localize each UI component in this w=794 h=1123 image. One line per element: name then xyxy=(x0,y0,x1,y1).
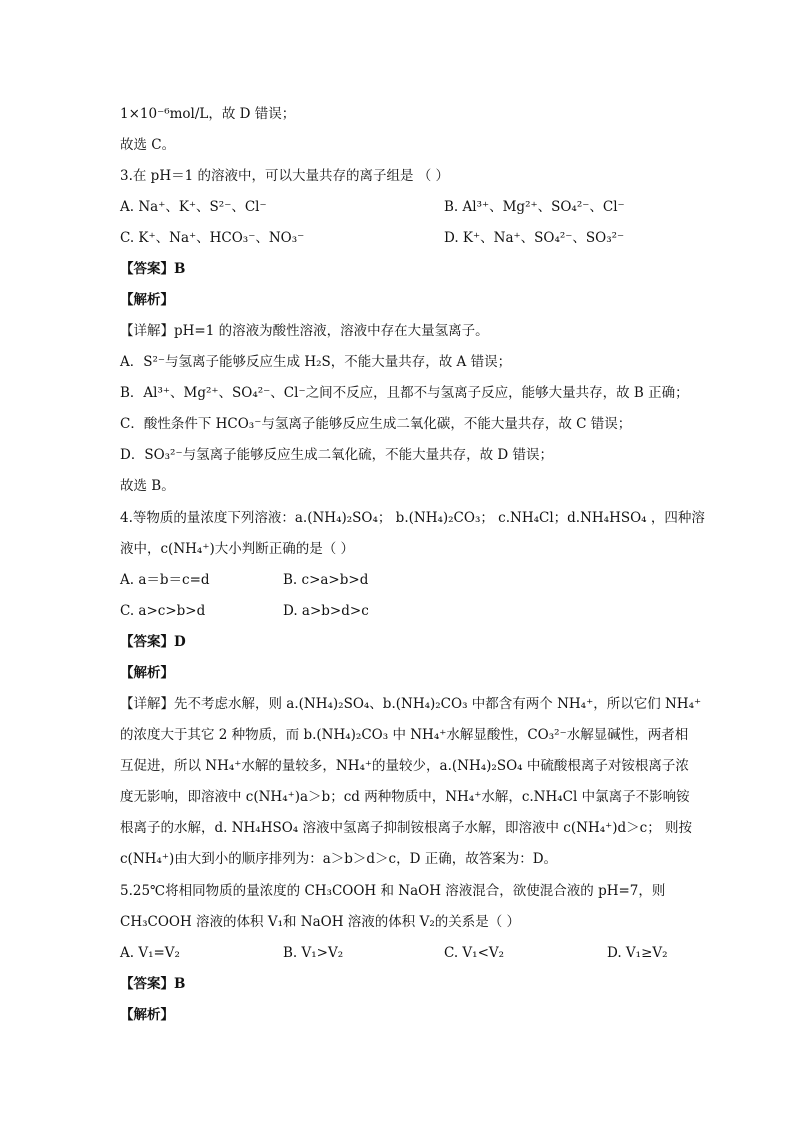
detail-line: D．SO₃²⁻与氢离子能够反应生成二氧化硫，不能大量共存，故 D 错误； xyxy=(120,447,553,463)
question-4-cont: 液中，c(NH₄⁺)大小判断正确的是（ ） xyxy=(120,541,355,557)
answer-label: 【答案】B xyxy=(120,261,186,277)
detail-line: C．酸性条件下 HCO₃⁻与氢离子能够反应生成二氧化碳，不能大量共存，故 C 错误； xyxy=(120,416,632,432)
detail-line: A．S²⁻与氢离子能够反应生成 H₂S，不能大量共存，故 A 错误； xyxy=(120,354,512,370)
q5-option-b: B. V₁>V₂ xyxy=(283,945,344,961)
analysis-label: 【解析】 xyxy=(120,292,174,308)
q4-option-b: B. c>a>b>d xyxy=(283,572,369,588)
detail-line: 根离子的水解，d. NH₄HSO₄ 溶液中氢离子抑制铵根离子水解，即溶液中 c(NH₄⁺)d＞c； 则按 xyxy=(120,820,693,836)
q5-option-d: D. V₁≥V₂ xyxy=(607,945,668,961)
text-line: 故选 B。 xyxy=(120,478,175,494)
question-5-cont: CH₃COOH 溶液的体积 V₁和 NaOH 溶液的体积 V₂的关系是（ ） xyxy=(120,914,521,930)
question-3: 3.在 pH＝1 的溶液中，可以大量共存的离子组是 （ ） xyxy=(120,168,450,184)
q4-option-c: C. a>c>b>d xyxy=(120,603,206,619)
detail-line: c(NH₄⁺)由大到小的顺序排列为：a＞b＞d＞c，D 正确，故答案为：D。 xyxy=(120,851,558,867)
analysis-label: 【解析】 xyxy=(120,1007,174,1023)
detail-line: 互促进，所以 NH₄⁺水解的量较多，NH₄⁺的量较少，a.(NH₄)₂SO₄ 中硫酸根离子对铵根离子浓 xyxy=(120,758,689,774)
answer-label: 【答案】B xyxy=(120,976,186,992)
question-4: 4.等物质的量浓度下列溶液：a.(NH₄)₂SO₄； b.(NH₄)₂CO₃； c.NH₄Cl；d.NH₄HSO₄ ，四种溶 xyxy=(120,510,705,526)
q5-option-a: A. V₁=V₂ xyxy=(120,945,180,961)
q3-option-c: C. K⁺、Na⁺、HCO₃⁻、NO₃⁻ xyxy=(120,230,305,246)
q3-option-b: B. Al³⁺、Mg²⁺、SO₄²⁻、Cl⁻ xyxy=(444,199,625,215)
detail-line: 的浓度大于其它 2 种物质，而 b.(NH₄)₂CO₃ 中 NH₄⁺水解显酸性，CO₃²⁻水解显碱性，两者相 xyxy=(120,727,689,743)
q3-option-a: A. Na⁺、K⁺、S²⁻、Cl⁻ xyxy=(120,199,267,215)
answer-label: 【答案】D xyxy=(120,634,186,650)
analysis-label: 【解析】 xyxy=(120,665,174,681)
q4-option-a: A. a＝b＝c=d xyxy=(120,572,210,588)
detail-line: 【详解】pH=1 的溶液为酸性溶液，溶液中存在大量氢离子。 xyxy=(120,323,489,339)
q5-option-c: C. V₁<V₂ xyxy=(444,945,505,961)
q4-option-d: D. a>b>d>c xyxy=(283,603,369,619)
detail-line: 【详解】先不考虑水解，则 a.(NH₄)₂SO₄、b.(NH₄)₂CO₃ 中都含有两个 NH₄⁺，所以它们 NH₄⁺ xyxy=(120,696,702,712)
text-line: 1×10⁻⁶mol/L，故 D 错误； xyxy=(120,106,296,122)
detail-line: B．Al³⁺、Mg²⁺、SO₄²⁻、Cl⁻之间不反应，且都不与氢离子反应，能够大量共存，故 B 正确； xyxy=(120,385,689,401)
detail-line: 度无影响，即溶液中 c(NH₄⁺)a＞b；cd 两种物质中，NH₄⁺水解，c.NH₄Cl 中氯离子不影响铵 xyxy=(120,789,690,805)
q3-option-d: D. K⁺、Na⁺、SO₄²⁻、SO₃²⁻ xyxy=(444,230,625,246)
text-line: 故选 C。 xyxy=(120,137,176,153)
question-5: 5.25℃将相同物质的量浓度的 CH₃COOH 和 NaOH 溶液混合，欲使混合液的 pH=7，则 xyxy=(120,883,666,899)
